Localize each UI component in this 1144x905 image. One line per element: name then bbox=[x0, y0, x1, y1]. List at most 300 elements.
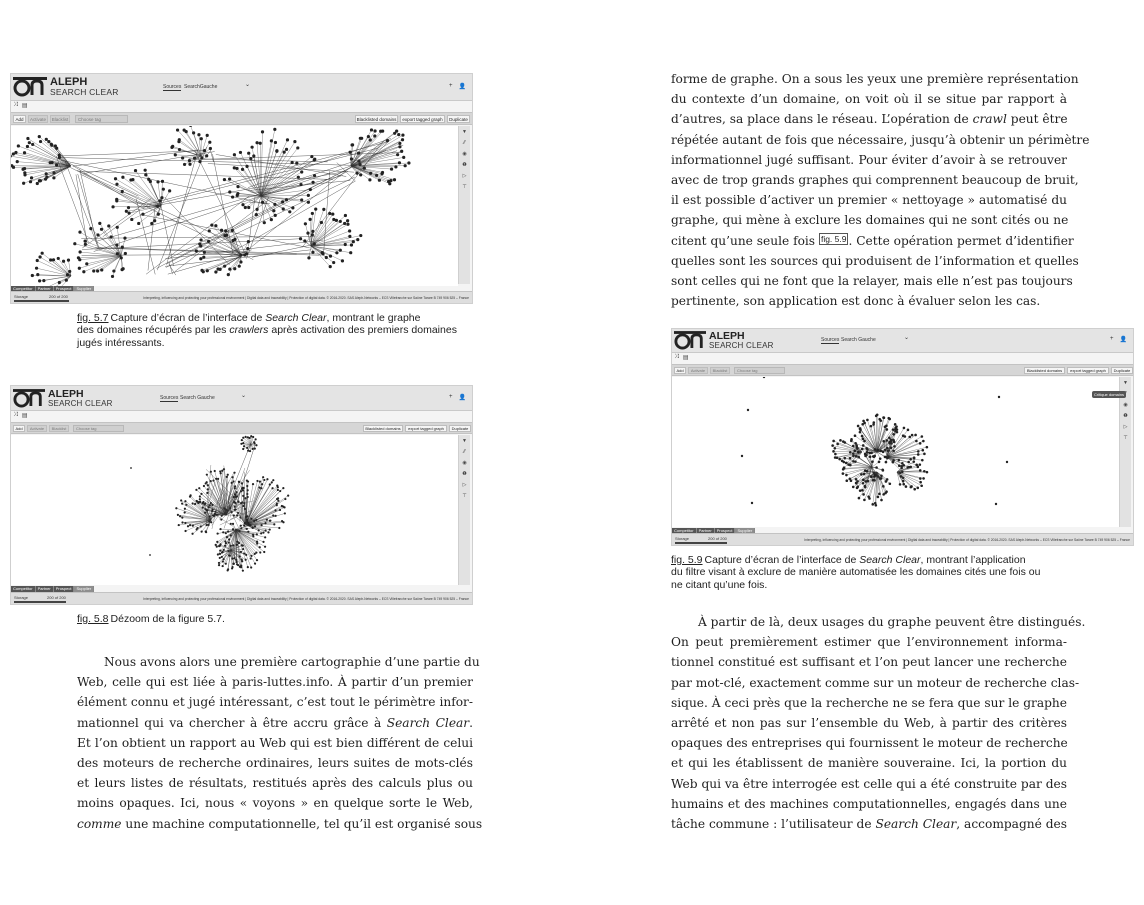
network-graph[interactable] bbox=[11, 435, 458, 585]
graph-node[interactable] bbox=[219, 470, 221, 472]
graph-node[interactable] bbox=[116, 226, 119, 229]
graph-node[interactable] bbox=[178, 524, 180, 526]
tab-supplier[interactable]: Supplier bbox=[74, 586, 94, 592]
graph-node[interactable] bbox=[375, 174, 378, 177]
choose-tag-select[interactable]: Choose tag bbox=[734, 367, 785, 374]
graph-node[interactable] bbox=[926, 471, 929, 474]
graph-node[interactable] bbox=[98, 222, 101, 225]
graph-node[interactable] bbox=[279, 509, 281, 511]
graph-node[interactable] bbox=[877, 496, 880, 499]
duplicate-button[interactable]: Duplicate bbox=[449, 425, 471, 432]
graph-node[interactable] bbox=[856, 480, 859, 483]
graph-node[interactable] bbox=[192, 502, 194, 504]
graph-node[interactable] bbox=[247, 206, 250, 209]
graph-node[interactable] bbox=[921, 449, 924, 452]
graph-node[interactable] bbox=[17, 144, 20, 147]
graph-node[interactable] bbox=[882, 469, 885, 472]
graph-node[interactable] bbox=[196, 500, 198, 502]
graph-node[interactable] bbox=[217, 553, 219, 555]
graph-node[interactable] bbox=[313, 174, 316, 177]
graph-node[interactable] bbox=[47, 140, 50, 143]
graph-node[interactable] bbox=[234, 487, 236, 489]
chevron-down-icon[interactable]: ⌄ bbox=[245, 82, 251, 88]
graph-node[interactable] bbox=[243, 445, 245, 447]
graph-node[interactable] bbox=[245, 554, 247, 556]
nav-search-selector[interactable]: SearchGauche bbox=[184, 84, 218, 90]
graph-node[interactable] bbox=[923, 453, 926, 456]
graph-node[interactable] bbox=[200, 269, 203, 272]
graph-node[interactable] bbox=[921, 459, 924, 462]
graph-node[interactable] bbox=[247, 240, 250, 243]
tab-competitor[interactable]: Competitor bbox=[11, 286, 36, 292]
user-icon[interactable]: 👤 bbox=[458, 395, 466, 401]
graph-node[interactable] bbox=[909, 458, 912, 461]
plus-icon[interactable]: + bbox=[449, 83, 453, 89]
graph-node[interactable] bbox=[181, 502, 183, 504]
graph-node[interactable] bbox=[276, 498, 278, 500]
graph-node[interactable] bbox=[198, 487, 200, 489]
graph-node[interactable] bbox=[115, 244, 118, 247]
graph-node[interactable] bbox=[156, 180, 159, 183]
graph-node[interactable] bbox=[30, 176, 33, 179]
export-tagged-graph-button[interactable]: export tagged graph bbox=[1067, 367, 1109, 374]
graph-node[interactable] bbox=[296, 146, 299, 149]
graph-node[interactable] bbox=[194, 503, 196, 505]
graph-node[interactable] bbox=[218, 562, 220, 564]
graph-node[interactable] bbox=[225, 234, 228, 237]
graph-node[interactable] bbox=[400, 150, 403, 153]
graph-node[interactable] bbox=[55, 163, 58, 166]
graph-node[interactable] bbox=[162, 188, 165, 191]
graph-node[interactable] bbox=[207, 240, 210, 243]
graph-node[interactable] bbox=[67, 258, 70, 261]
graph-node[interactable] bbox=[390, 167, 393, 170]
graph-node[interactable] bbox=[291, 206, 294, 209]
graph-node[interactable] bbox=[359, 173, 362, 176]
graph-node[interactable] bbox=[344, 243, 347, 246]
graph-node[interactable] bbox=[84, 243, 87, 246]
graph-node[interactable] bbox=[304, 222, 307, 225]
graph-node[interactable] bbox=[78, 267, 81, 270]
graph-node[interactable] bbox=[100, 268, 103, 271]
graph-node[interactable] bbox=[247, 522, 249, 524]
graph-node[interactable] bbox=[226, 476, 228, 478]
graph-node[interactable] bbox=[130, 218, 133, 221]
graph-node[interactable] bbox=[866, 470, 869, 473]
graph-node[interactable] bbox=[224, 545, 226, 547]
graph-node[interactable] bbox=[245, 436, 247, 438]
graph-node[interactable] bbox=[231, 567, 233, 569]
graph-node[interactable] bbox=[66, 273, 69, 276]
graph-node[interactable] bbox=[249, 437, 251, 439]
graph-node[interactable] bbox=[913, 488, 916, 491]
graph-node[interactable] bbox=[29, 180, 32, 183]
graph-node[interactable] bbox=[231, 195, 234, 198]
graph-node[interactable] bbox=[227, 530, 229, 532]
activate-button[interactable]: Activate bbox=[688, 367, 708, 374]
tab-prospect[interactable]: Prospect bbox=[54, 586, 75, 592]
graph-node[interactable] bbox=[96, 233, 99, 236]
graph-node[interactable] bbox=[50, 143, 53, 146]
graph-node[interactable] bbox=[321, 251, 324, 254]
graph-node[interactable] bbox=[892, 428, 895, 431]
graph-node[interactable] bbox=[896, 428, 899, 431]
graph-node[interactable] bbox=[862, 478, 865, 481]
graph-node[interactable] bbox=[310, 155, 313, 158]
graph-node[interactable] bbox=[309, 188, 312, 191]
graph-node[interactable] bbox=[252, 527, 254, 529]
graph-node[interactable] bbox=[36, 259, 39, 262]
graph-node[interactable] bbox=[242, 570, 244, 572]
graph-node[interactable] bbox=[282, 487, 284, 489]
graph-node[interactable] bbox=[236, 194, 239, 197]
graph-node[interactable] bbox=[360, 137, 363, 140]
graph-node[interactable] bbox=[397, 133, 400, 136]
plus-icon[interactable]: + bbox=[1110, 336, 1114, 342]
graph-node[interactable] bbox=[332, 261, 335, 264]
graph-node[interactable] bbox=[285, 198, 288, 201]
graph-node[interactable] bbox=[184, 500, 186, 502]
graph-node[interactable] bbox=[882, 440, 885, 443]
graph-node[interactable] bbox=[369, 138, 372, 141]
network-graph[interactable] bbox=[11, 126, 458, 286]
graph-node[interactable] bbox=[219, 543, 221, 545]
graph-node[interactable] bbox=[855, 444, 858, 447]
graph-node[interactable] bbox=[120, 256, 123, 259]
graph-node[interactable] bbox=[228, 190, 231, 193]
graph-node[interactable] bbox=[125, 210, 128, 213]
tee-icon[interactable]: ⊤ bbox=[462, 184, 467, 190]
filter-icon[interactable]: ▼ bbox=[1123, 380, 1128, 386]
graph-node[interactable] bbox=[287, 495, 289, 497]
play-icon[interactable]: ▷ bbox=[462, 173, 467, 179]
graph-node[interactable] bbox=[265, 529, 267, 531]
graph-node[interactable] bbox=[78, 231, 81, 234]
graph-node[interactable] bbox=[272, 514, 274, 516]
graph-node[interactable] bbox=[836, 443, 839, 446]
graph-node[interactable] bbox=[258, 529, 260, 531]
graph-node[interactable] bbox=[121, 176, 124, 179]
graph-node[interactable] bbox=[878, 461, 881, 464]
list-icon[interactable]: ▤ bbox=[682, 355, 689, 361]
graph-node[interactable] bbox=[898, 464, 901, 467]
graph-node[interactable] bbox=[16, 160, 19, 163]
graph-node[interactable] bbox=[241, 203, 244, 206]
graph-node[interactable] bbox=[199, 238, 202, 241]
graph-node[interactable] bbox=[209, 147, 212, 150]
graph-node[interactable] bbox=[236, 185, 239, 188]
export-tagged-graph-button[interactable]: export tagged graph bbox=[405, 425, 447, 432]
graph-node[interactable] bbox=[863, 473, 866, 476]
graph-node[interactable] bbox=[917, 453, 920, 456]
target-icon[interactable]: ◉ bbox=[462, 151, 467, 157]
graph-node[interactable] bbox=[255, 208, 258, 211]
graph-node[interactable] bbox=[921, 435, 924, 438]
nav-sources-tab[interactable]: Sources bbox=[163, 84, 182, 90]
graph-node[interactable] bbox=[875, 415, 878, 418]
graph-node[interactable] bbox=[89, 227, 92, 230]
graph-node[interactable] bbox=[281, 505, 283, 507]
graph-node[interactable] bbox=[281, 200, 284, 203]
graph-node[interactable] bbox=[219, 553, 221, 555]
graph-node[interactable] bbox=[223, 558, 225, 560]
nav-search-selector[interactable]: Search Gauche bbox=[841, 337, 876, 343]
graph-node[interactable] bbox=[205, 530, 207, 532]
graph-node[interactable] bbox=[237, 564, 239, 566]
blacklist-button[interactable]: Blacklist bbox=[710, 367, 730, 374]
graph-node[interactable] bbox=[203, 485, 205, 487]
graph-node[interactable] bbox=[322, 208, 325, 211]
graph-node[interactable] bbox=[920, 484, 923, 487]
graph-node[interactable] bbox=[234, 506, 236, 508]
graph-node[interactable] bbox=[311, 251, 314, 254]
graph-node[interactable] bbox=[181, 517, 183, 519]
graph-node[interactable] bbox=[243, 502, 245, 504]
graph-node[interactable] bbox=[341, 259, 344, 262]
graph-node[interactable] bbox=[241, 560, 243, 562]
graph-node[interactable] bbox=[277, 486, 279, 488]
duplicate-button[interactable]: Duplicate bbox=[1111, 367, 1133, 374]
graph-node[interactable] bbox=[867, 495, 870, 498]
graph-node[interactable] bbox=[861, 489, 864, 492]
graph-node[interactable] bbox=[189, 126, 192, 127]
graph-node[interactable] bbox=[22, 182, 25, 185]
graph-node[interactable] bbox=[228, 538, 230, 540]
graph-node[interactable] bbox=[224, 540, 226, 542]
choose-tag-select[interactable]: Choose tag bbox=[75, 115, 128, 123]
graph-node[interactable] bbox=[272, 479, 274, 481]
graph-node[interactable] bbox=[747, 409, 749, 411]
add-button[interactable]: Add bbox=[13, 115, 26, 123]
add-button[interactable]: Add bbox=[13, 425, 25, 432]
graph-node[interactable] bbox=[245, 559, 247, 561]
graph-node[interactable] bbox=[849, 451, 852, 454]
graph-node[interactable] bbox=[77, 256, 80, 259]
graph-node[interactable] bbox=[259, 551, 261, 553]
graph-node[interactable] bbox=[168, 189, 171, 192]
graph-node[interactable] bbox=[244, 206, 247, 209]
graph-node[interactable] bbox=[363, 167, 366, 170]
graph-node[interactable] bbox=[283, 151, 286, 154]
graph-node[interactable] bbox=[111, 275, 114, 278]
graph-node[interactable] bbox=[199, 498, 201, 500]
graph-node[interactable] bbox=[307, 256, 310, 259]
graph-node[interactable] bbox=[380, 172, 383, 175]
graph-node[interactable] bbox=[239, 151, 242, 154]
graph-node[interactable] bbox=[222, 551, 224, 553]
graph-node[interactable] bbox=[240, 565, 242, 567]
graph-node[interactable] bbox=[886, 447, 889, 450]
graph-node[interactable] bbox=[917, 450, 920, 453]
graph-node[interactable] bbox=[852, 445, 855, 448]
graph-node[interactable] bbox=[230, 534, 232, 536]
graph-node[interactable] bbox=[309, 218, 312, 221]
graph-node[interactable] bbox=[373, 129, 376, 132]
graph-node[interactable] bbox=[401, 138, 404, 141]
graph-node[interactable] bbox=[178, 138, 181, 141]
graph-node[interactable] bbox=[900, 467, 903, 470]
graph-node[interactable] bbox=[259, 481, 261, 483]
graph-node[interactable] bbox=[255, 141, 258, 144]
graph-node[interactable] bbox=[859, 431, 862, 434]
graph-node[interactable] bbox=[344, 214, 347, 217]
graph-node[interactable] bbox=[121, 246, 124, 249]
graph-node[interactable] bbox=[250, 557, 252, 559]
filter-icon[interactable]: ▼ bbox=[462, 438, 467, 444]
graph-node[interactable] bbox=[243, 524, 245, 526]
graph-node[interactable] bbox=[273, 128, 276, 131]
graph-node[interactable] bbox=[247, 566, 249, 568]
filter-icon[interactable]: ▼ bbox=[462, 129, 467, 135]
graph-node[interactable] bbox=[271, 487, 273, 489]
blacklisted-domains-button[interactable]: Blacklisted domains bbox=[356, 117, 397, 122]
list-icon[interactable]: ▤ bbox=[21, 103, 28, 109]
graph-node[interactable] bbox=[68, 270, 71, 273]
graph-node[interactable] bbox=[889, 482, 892, 485]
graph-node[interactable] bbox=[250, 435, 252, 437]
pen-icon[interactable]: ⁄⁄ bbox=[463, 140, 466, 146]
graph-node[interactable] bbox=[26, 137, 29, 140]
graph-node[interactable] bbox=[264, 522, 266, 524]
graph-node[interactable] bbox=[871, 460, 874, 463]
graph-node[interactable] bbox=[228, 268, 231, 271]
graph-node[interactable] bbox=[852, 486, 855, 489]
graph-node[interactable] bbox=[368, 178, 371, 181]
graph-node[interactable] bbox=[275, 150, 278, 153]
graph-node[interactable] bbox=[882, 493, 885, 496]
graph-node[interactable] bbox=[369, 172, 372, 175]
graph-node[interactable] bbox=[161, 180, 164, 183]
graph-node[interactable] bbox=[246, 528, 248, 530]
graph-node[interactable] bbox=[249, 524, 251, 526]
graph-node[interactable] bbox=[121, 190, 124, 193]
graph-node[interactable] bbox=[231, 239, 234, 242]
graph-node[interactable] bbox=[868, 451, 871, 454]
graph-node[interactable] bbox=[107, 224, 110, 227]
graph-node[interactable] bbox=[51, 161, 54, 164]
graph-node[interactable] bbox=[38, 135, 41, 138]
graph-node[interactable] bbox=[905, 485, 908, 488]
graph-node[interactable] bbox=[902, 464, 905, 467]
graph-node[interactable] bbox=[350, 243, 353, 246]
graph-node[interactable] bbox=[174, 153, 177, 156]
graph-node[interactable] bbox=[857, 451, 860, 454]
graph-node[interactable] bbox=[232, 496, 234, 498]
target-icon[interactable]: ◉ bbox=[462, 460, 467, 466]
tee-icon[interactable]: ⊤ bbox=[1123, 435, 1128, 441]
graph-node[interactable] bbox=[222, 560, 224, 562]
graph-node[interactable] bbox=[838, 458, 841, 461]
graph-node[interactable] bbox=[242, 548, 244, 550]
graph-node[interactable] bbox=[882, 451, 885, 454]
tab-competitor[interactable]: Competitor bbox=[672, 528, 697, 534]
graph-node[interactable] bbox=[311, 212, 314, 215]
graph-node[interactable] bbox=[378, 179, 381, 182]
graph-node[interactable] bbox=[144, 169, 147, 172]
blacklist-button[interactable]: Blacklist bbox=[49, 425, 69, 432]
graph-node[interactable] bbox=[339, 220, 342, 223]
graph-node[interactable] bbox=[352, 240, 355, 243]
graph-node[interactable] bbox=[123, 237, 126, 240]
graph-node[interactable] bbox=[184, 530, 186, 532]
graph-node[interactable] bbox=[217, 532, 219, 534]
graph-node[interactable] bbox=[328, 212, 331, 215]
graph-node[interactable] bbox=[269, 520, 271, 522]
graph-node[interactable] bbox=[335, 251, 338, 254]
play-icon[interactable]: ▷ bbox=[462, 482, 467, 488]
tab-competitor[interactable]: Competitor bbox=[11, 586, 36, 592]
graph-node[interactable] bbox=[854, 460, 857, 463]
graph-node[interactable] bbox=[38, 279, 41, 282]
graph-node[interactable] bbox=[115, 198, 118, 201]
graph-node[interactable] bbox=[206, 134, 209, 137]
graph-node[interactable] bbox=[31, 143, 34, 146]
graph-node[interactable] bbox=[222, 565, 224, 567]
graph-node[interactable] bbox=[217, 478, 219, 480]
graph-node[interactable] bbox=[855, 478, 858, 481]
graph-node[interactable] bbox=[206, 474, 208, 476]
graph-node[interactable] bbox=[219, 549, 221, 551]
pen-icon[interactable]: ⁄⁄ bbox=[463, 449, 466, 455]
chevron-down-icon[interactable]: ⌄ bbox=[241, 393, 247, 399]
graph-node[interactable] bbox=[885, 480, 888, 483]
graph-node[interactable] bbox=[270, 218, 273, 221]
graph-node[interactable] bbox=[264, 536, 266, 538]
graph-node[interactable] bbox=[834, 447, 837, 450]
nav-search-selector[interactable]: Search Gauche bbox=[180, 395, 215, 401]
tab-supplier[interactable]: Supplier bbox=[74, 286, 94, 292]
graph-node[interactable] bbox=[252, 483, 254, 485]
graph-node[interactable] bbox=[922, 440, 925, 443]
tab-partner[interactable]: Partner bbox=[36, 586, 54, 592]
graph-node[interactable] bbox=[228, 178, 231, 181]
graph-node[interactable] bbox=[885, 439, 888, 442]
graph-node[interactable] bbox=[233, 166, 236, 169]
graph-node[interactable] bbox=[922, 477, 925, 480]
graph-node[interactable] bbox=[200, 137, 203, 140]
graph-node[interactable] bbox=[885, 461, 888, 464]
graph-node[interactable] bbox=[23, 167, 26, 170]
graph-node[interactable] bbox=[915, 440, 918, 443]
graph-node[interactable] bbox=[236, 544, 238, 546]
chevron-down-icon[interactable]: ⌄ bbox=[904, 335, 910, 341]
graph-node[interactable] bbox=[262, 476, 264, 478]
graph-node[interactable] bbox=[41, 252, 44, 255]
graph-node[interactable] bbox=[219, 557, 221, 559]
graph-node[interactable] bbox=[314, 208, 317, 211]
graph-node[interactable] bbox=[201, 531, 203, 533]
graph-node[interactable] bbox=[231, 482, 233, 484]
graph-node[interactable] bbox=[209, 515, 211, 517]
graph-node[interactable] bbox=[266, 478, 268, 480]
graph-node[interactable] bbox=[859, 489, 862, 492]
graph-node[interactable] bbox=[250, 146, 253, 149]
graph-node[interactable] bbox=[246, 247, 249, 250]
graph-node[interactable] bbox=[260, 532, 262, 534]
graph-node[interactable] bbox=[52, 176, 55, 179]
graph-node[interactable] bbox=[370, 128, 373, 131]
graph-node[interactable] bbox=[398, 145, 401, 148]
graph-node[interactable] bbox=[23, 151, 26, 154]
graph-node[interactable] bbox=[856, 485, 859, 488]
graph-node[interactable] bbox=[393, 178, 396, 181]
graph-node[interactable] bbox=[42, 279, 45, 282]
graph-node[interactable] bbox=[227, 273, 230, 276]
graph-node[interactable] bbox=[902, 483, 905, 486]
graph-node[interactable] bbox=[882, 416, 885, 419]
graph-node[interactable] bbox=[128, 212, 131, 215]
graph-node[interactable] bbox=[26, 145, 29, 148]
